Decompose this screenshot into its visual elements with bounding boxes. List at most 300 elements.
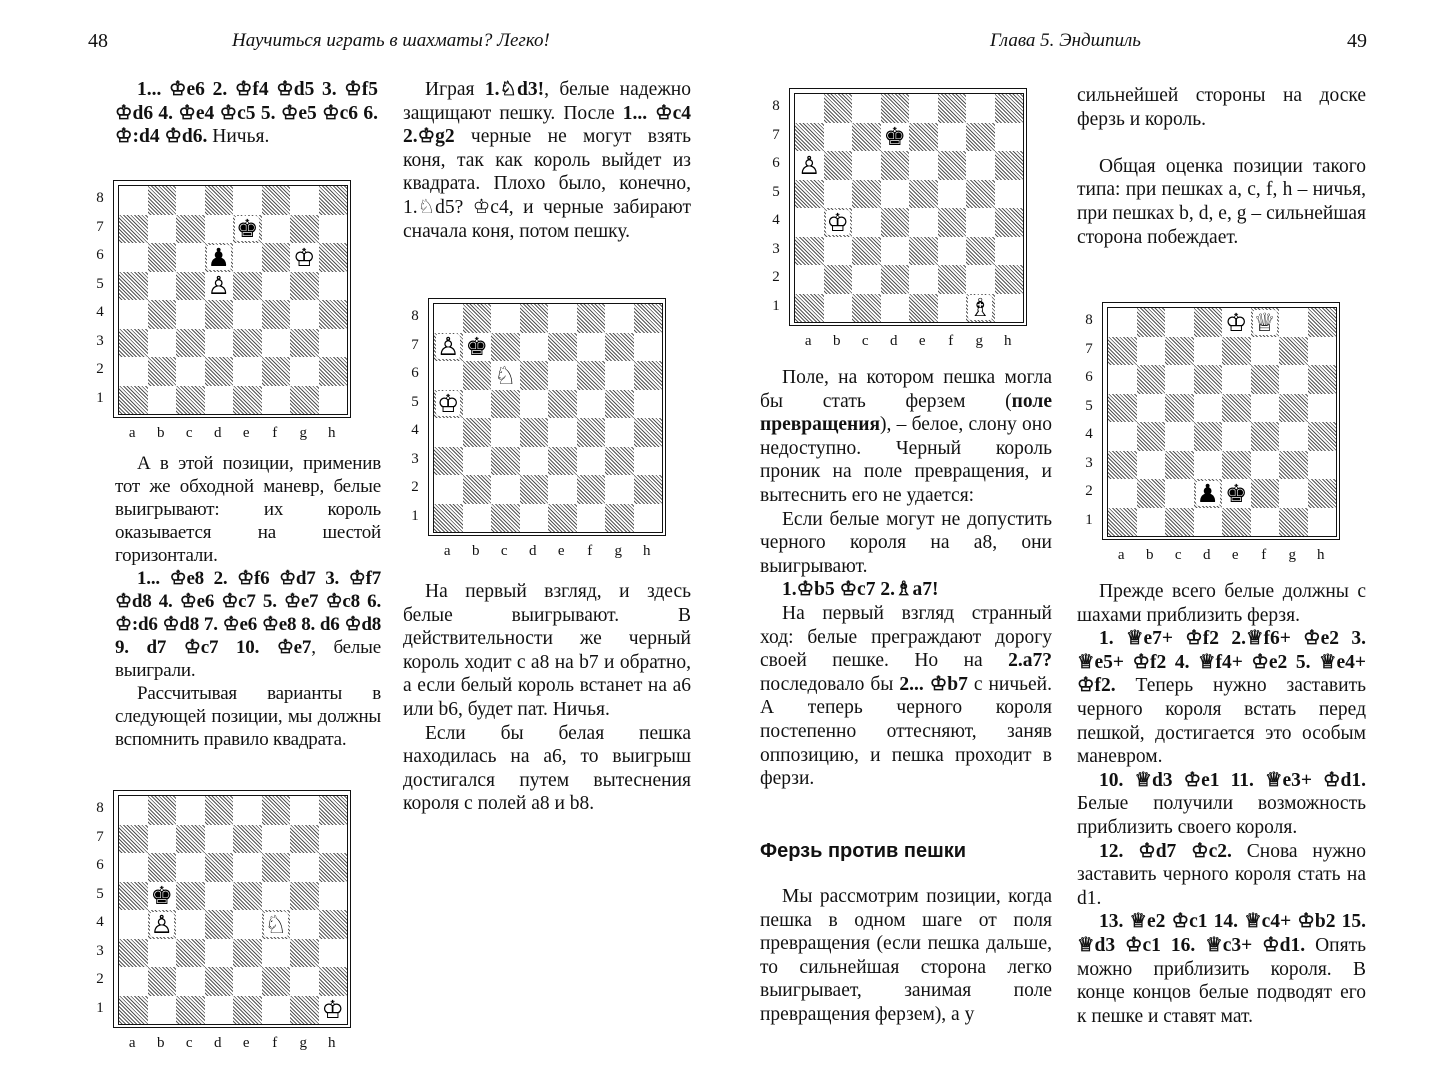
rank-label: 1 (96, 389, 104, 406)
file-label: e (1231, 547, 1239, 563)
chess-diagram (411, 298, 666, 559)
chessboard-grid (118, 185, 348, 415)
board-square (548, 504, 577, 533)
chessboard-grid (1107, 307, 1337, 537)
text-run: Белые получили возможность приблизить своего короля. (1077, 793, 1366, 838)
board-square (119, 825, 148, 854)
rank-label: 5 (96, 885, 104, 902)
board-square (176, 386, 205, 415)
file-label: b (472, 543, 480, 559)
board-square (548, 304, 577, 333)
file-label: d (890, 333, 898, 349)
chess-notation: 1.♘d3! (484, 79, 545, 100)
board-square (434, 418, 463, 447)
board-square (290, 853, 319, 882)
chess-notation: поле превращения (760, 390, 1052, 436)
board-square (262, 243, 291, 272)
text-run: Рассчитывая варианты в следующей позиции, мы должны вспомнить правило квадрата. (115, 683, 381, 750)
board-square (1222, 422, 1251, 451)
board-square (319, 939, 348, 968)
board-square (577, 304, 606, 333)
board-square (319, 186, 348, 215)
board-square (148, 329, 177, 358)
chessboard-grid (794, 93, 1024, 323)
board-square (1108, 422, 1137, 451)
board-square (205, 386, 234, 415)
board-square (491, 333, 520, 362)
board-square (634, 504, 663, 533)
board-square (1194, 451, 1223, 480)
board-square (966, 208, 995, 237)
board-square (119, 882, 148, 911)
chess-piece-icon: ♚ (465, 332, 488, 362)
board-square (205, 272, 234, 301)
board-square (966, 294, 995, 323)
board-square (176, 186, 205, 215)
board-square (176, 910, 205, 939)
board-square (233, 329, 262, 358)
board-square (233, 357, 262, 386)
file-label: f (1261, 547, 1267, 563)
chessboard-grid (118, 795, 348, 1025)
board-square (290, 300, 319, 329)
board-square (577, 361, 606, 390)
board-square (852, 294, 881, 323)
board-square (148, 186, 177, 215)
board-square (262, 853, 291, 882)
board-square (233, 796, 262, 825)
board-square (1222, 308, 1251, 337)
board-square (852, 208, 881, 237)
chess-piece-icon: ♔ (826, 207, 849, 237)
board-square (176, 825, 205, 854)
file-label: f (272, 425, 278, 441)
board-square (795, 180, 824, 209)
board-square (119, 996, 148, 1025)
board-square (290, 215, 319, 244)
board-square (434, 361, 463, 390)
chess-piece-icon: ♘ (264, 909, 287, 939)
board-square (1108, 479, 1137, 508)
board-square (262, 300, 291, 329)
chess-diagram (772, 88, 1027, 349)
board-square (491, 390, 520, 419)
paragraph (115, 567, 381, 682)
board-square (548, 475, 577, 504)
file-label: c (185, 425, 193, 441)
board-square (119, 910, 148, 939)
chessboard-grid (433, 303, 663, 533)
text-block (760, 366, 1052, 791)
board-square (1308, 308, 1337, 337)
board-square (824, 265, 853, 294)
board-square (577, 418, 606, 447)
board-square (909, 123, 938, 152)
board-square (1308, 508, 1337, 537)
board-square (205, 357, 234, 386)
text-run: , белые надежно защищают пешку. После (403, 79, 691, 124)
file-label: a (443, 543, 451, 559)
file-label: a (128, 425, 136, 441)
board-square (520, 304, 549, 333)
board-square (176, 243, 205, 272)
chess-piece-icon: ♕ (1253, 307, 1276, 337)
board-square (1165, 422, 1194, 451)
board-square (605, 475, 634, 504)
board-square (634, 333, 663, 362)
paragraph (115, 78, 378, 149)
board-square (233, 300, 262, 329)
board-square (1137, 365, 1166, 394)
rank-label: 2 (1085, 483, 1093, 500)
board-square (824, 151, 853, 180)
chess-piece-icon: ♙ (437, 332, 460, 362)
chess-diagram (96, 180, 351, 441)
rank-label: 2 (96, 971, 104, 988)
board-square (881, 237, 910, 266)
board-square (938, 237, 967, 266)
text-run: Если бы белая пешка находилась на a6, то выигрыш достигался путем вытеснения короля с полей a8 и b8. (403, 722, 691, 815)
board-square (995, 294, 1024, 323)
board-square (176, 967, 205, 996)
board-square (491, 418, 520, 447)
board-square (1108, 451, 1137, 480)
board-square (233, 910, 262, 939)
rank-label: 6 (96, 247, 104, 264)
text-run: Если белые могут не допустить черного короля на a8, они выигрывают. (760, 508, 1052, 577)
board-square (319, 386, 348, 415)
board-square (605, 418, 634, 447)
board-square (1137, 508, 1166, 537)
chess-notation: 1... ♔e6 2. ♔f4 ♔d5 3. ♔f5 ♔d6 4. ♔e4 ♔c5 5. ♔e5 ♔c6 6. ♔:d4 ♔d6. (115, 79, 378, 148)
board-square (520, 504, 549, 533)
board-square (966, 123, 995, 152)
board-square (1165, 337, 1194, 366)
chess-notation: 12. ♔d7 ♔c2. (1099, 840, 1232, 862)
board-square (205, 329, 234, 358)
board-square (548, 361, 577, 390)
rank-label: 1 (772, 297, 780, 314)
board-square (1222, 451, 1251, 480)
chess-notation: 1... ♔c4 2.♔g2 (403, 102, 691, 148)
rank-label: 7 (772, 126, 780, 143)
paragraph (760, 508, 1052, 579)
rank-label: 8 (1085, 312, 1093, 329)
rank-label: 6 (411, 365, 419, 382)
file-label: c (861, 333, 869, 349)
rank-label: 8 (411, 308, 419, 325)
board-square (634, 418, 663, 447)
board-square (119, 186, 148, 215)
file-label: b (833, 333, 841, 349)
text-block (1077, 580, 1366, 1028)
board-square (434, 333, 463, 362)
board-square (434, 390, 463, 419)
text-run: черные не могут взять коня, так как король выйдет из квадрата. Плохо было, конечно, 1.♘d5? ♔c4, и черные забирают сначала коня, потом пешку. (403, 126, 691, 242)
board-square (290, 967, 319, 996)
paragraph (115, 452, 381, 567)
chess-piece-icon: ♟ (1196, 478, 1219, 508)
board-square (1222, 508, 1251, 537)
board-square (995, 180, 1024, 209)
board-square (909, 208, 938, 237)
board-square (290, 796, 319, 825)
board-square (520, 475, 549, 504)
text-run: На первый взгляд странный ход: белые преграждают дорогу своей пешке. Но на (760, 602, 1052, 672)
paragraph (1077, 580, 1366, 627)
board-square (1165, 308, 1194, 337)
board-square (319, 996, 348, 1025)
board-square (1279, 508, 1308, 537)
rank-label: 5 (1085, 397, 1093, 414)
text-run: сильнейшей стороны на доске ферзь и король. (1077, 85, 1366, 130)
chess-notation: 1.♔b5 ♔c7 2.♗a7! (782, 579, 939, 601)
file-label: d (529, 543, 537, 559)
chess-piece-icon: ♔ (437, 389, 460, 419)
chess-notation: 1. ♕e7+ ♔f2 2.♕f6+ ♔e2 3. ♕e5+ ♔f2 4. ♕f4+ ♔e2 5. ♕e4+ ♔f2. (1077, 628, 1366, 697)
board-square (577, 333, 606, 362)
board-square (491, 304, 520, 333)
board-square (634, 304, 663, 333)
paragraph (1077, 910, 1366, 1028)
chess-notation: 10. ♕d3 ♔e1 11. ♕e3+ ♔d1. (1099, 769, 1366, 791)
file-label: e (242, 1035, 250, 1051)
board-square (995, 237, 1024, 266)
chess-piece-icon: ♔ (1225, 307, 1248, 337)
board-square (290, 329, 319, 358)
text-block (403, 580, 691, 816)
chess-piece-icon: ♔ (293, 242, 316, 272)
board-square (1194, 394, 1223, 423)
rank-label: 7 (1085, 340, 1093, 357)
rank-label: 4 (772, 212, 780, 229)
board-square (176, 300, 205, 329)
board-square (119, 357, 148, 386)
file-label: d (214, 1035, 222, 1051)
board-square (176, 939, 205, 968)
board-square (995, 123, 1024, 152)
board-square (881, 123, 910, 152)
board-square (176, 996, 205, 1025)
board-square (1251, 394, 1280, 423)
board-square (966, 237, 995, 266)
board-square (909, 237, 938, 266)
board-square (233, 215, 262, 244)
rank-label: 2 (772, 269, 780, 286)
board-square (119, 329, 148, 358)
file-label: b (157, 1035, 165, 1051)
board-square (233, 939, 262, 968)
board-square (148, 796, 177, 825)
file-label: c (1174, 547, 1182, 563)
paragraph (1077, 155, 1366, 249)
board-square (1194, 337, 1223, 366)
board-square (148, 300, 177, 329)
board-square (995, 265, 1024, 294)
board-square (824, 180, 853, 209)
board-square (491, 504, 520, 533)
board-square (1137, 337, 1166, 366)
board-square (1251, 308, 1280, 337)
board-square (290, 882, 319, 911)
board-square (148, 853, 177, 882)
board-square (577, 475, 606, 504)
text-run: Поле, на котором пешка могла бы стать ферзем ( (760, 367, 1052, 412)
rank-label: 7 (96, 218, 104, 235)
paragraph (1077, 840, 1366, 911)
board-square (205, 796, 234, 825)
rank-label: 1 (411, 507, 419, 524)
board-square (262, 796, 291, 825)
board-square (148, 215, 177, 244)
chess-notation: 2... ♔b7 (899, 673, 968, 695)
board-square (966, 180, 995, 209)
board-square (852, 265, 881, 294)
board-square (909, 180, 938, 209)
rank-label: 3 (411, 450, 419, 467)
board-square (176, 882, 205, 911)
file-label: g (614, 543, 622, 559)
board-square (995, 208, 1024, 237)
board-square (205, 853, 234, 882)
chess-piece-icon: ♟ (207, 242, 230, 272)
chess-piece-icon: ♙ (207, 271, 230, 301)
board-square (205, 967, 234, 996)
board-square (1251, 337, 1280, 366)
board-square (148, 996, 177, 1025)
board-square (1251, 479, 1280, 508)
board-square (148, 386, 177, 415)
board-square (463, 333, 492, 362)
board-square (548, 418, 577, 447)
paragraph (760, 578, 1052, 602)
board-square (634, 390, 663, 419)
board-square (605, 447, 634, 476)
file-label: a (804, 333, 812, 349)
board-square (795, 237, 824, 266)
board-square (795, 294, 824, 323)
file-label: a (1117, 547, 1125, 563)
board-square (520, 418, 549, 447)
board-square (491, 475, 520, 504)
board-square (852, 123, 881, 152)
text-block (1077, 84, 1366, 249)
board-square (1222, 337, 1251, 366)
board-square (1194, 479, 1223, 508)
board-square (262, 825, 291, 854)
board-square (119, 215, 148, 244)
text-run: На первый взгляд, и здесь белые выигрывают. В действительности же черный король ходит с a8 на b7 и обратно, а если белый король встанет на a6 или b6, будет пат. Ничья. (403, 581, 691, 720)
board-square (881, 265, 910, 294)
text-run: Ничья. (207, 126, 270, 148)
board-square (290, 996, 319, 1025)
file-label: e (557, 543, 565, 559)
board-square (1251, 508, 1280, 537)
board-square (1279, 365, 1308, 394)
rank-label: 8 (96, 800, 104, 817)
paragraph (1077, 769, 1366, 840)
board-square (634, 447, 663, 476)
rank-label: 8 (96, 190, 104, 207)
paragraph (115, 682, 381, 751)
file-label: d (1203, 547, 1211, 563)
board-square (176, 853, 205, 882)
board-square (233, 186, 262, 215)
board-square (319, 243, 348, 272)
board-square (290, 186, 319, 215)
text-block (115, 452, 381, 751)
chess-diagram (96, 790, 351, 1051)
board-square (1137, 479, 1166, 508)
board-square (319, 796, 348, 825)
board-square (909, 94, 938, 123)
board-square (1194, 508, 1223, 537)
file-label: c (185, 1035, 193, 1051)
board-square (605, 333, 634, 362)
board-square (491, 361, 520, 390)
board-square (577, 447, 606, 476)
paragraph (760, 885, 1052, 1027)
text-run: с ничьей. А теперь черного короля постепенно оттесняют, заняв оппозицию, и пешка проходит в ферзи. (760, 673, 1052, 790)
board-square (290, 386, 319, 415)
board-square (1308, 337, 1337, 366)
board-square (1279, 451, 1308, 480)
board-square (491, 447, 520, 476)
board-square (881, 180, 910, 209)
board-square (176, 215, 205, 244)
board-square (290, 243, 319, 272)
board-square (205, 215, 234, 244)
board-square (319, 882, 348, 911)
board-square (176, 796, 205, 825)
board-square (1308, 479, 1337, 508)
board-square (119, 300, 148, 329)
file-label: c (500, 543, 508, 559)
board-square (577, 390, 606, 419)
board-square (262, 939, 291, 968)
board-square (1308, 394, 1337, 423)
rank-label: 2 (411, 479, 419, 496)
board-square (795, 94, 824, 123)
chess-piece-icon: ♚ (1225, 478, 1248, 508)
board-square (434, 304, 463, 333)
board-square (262, 386, 291, 415)
board-square (262, 186, 291, 215)
board-square (319, 825, 348, 854)
board-square (938, 265, 967, 294)
board-square (319, 215, 348, 244)
board-square (824, 123, 853, 152)
board-square (852, 237, 881, 266)
board-square (319, 357, 348, 386)
text-block (760, 885, 1052, 1027)
board-square (148, 825, 177, 854)
board-square (881, 208, 910, 237)
left-page-number: 48 (88, 30, 108, 52)
chess-piece-icon: ♚ (150, 881, 173, 911)
board-square (881, 151, 910, 180)
board-square (824, 208, 853, 237)
board-square (1137, 451, 1166, 480)
right-running-title: Глава 5. Эндшпиль (990, 30, 1141, 51)
file-label: h (1317, 547, 1325, 563)
text-run: Теперь нужно заставить черного короля встать перед пешкой, достигается это особым маневром. (1077, 675, 1366, 768)
board-square (548, 333, 577, 362)
chess-notation: 2.a7? (1008, 650, 1052, 672)
rank-label: 6 (96, 857, 104, 874)
board-square (319, 300, 348, 329)
chess-piece-icon: ♚ (883, 122, 906, 152)
